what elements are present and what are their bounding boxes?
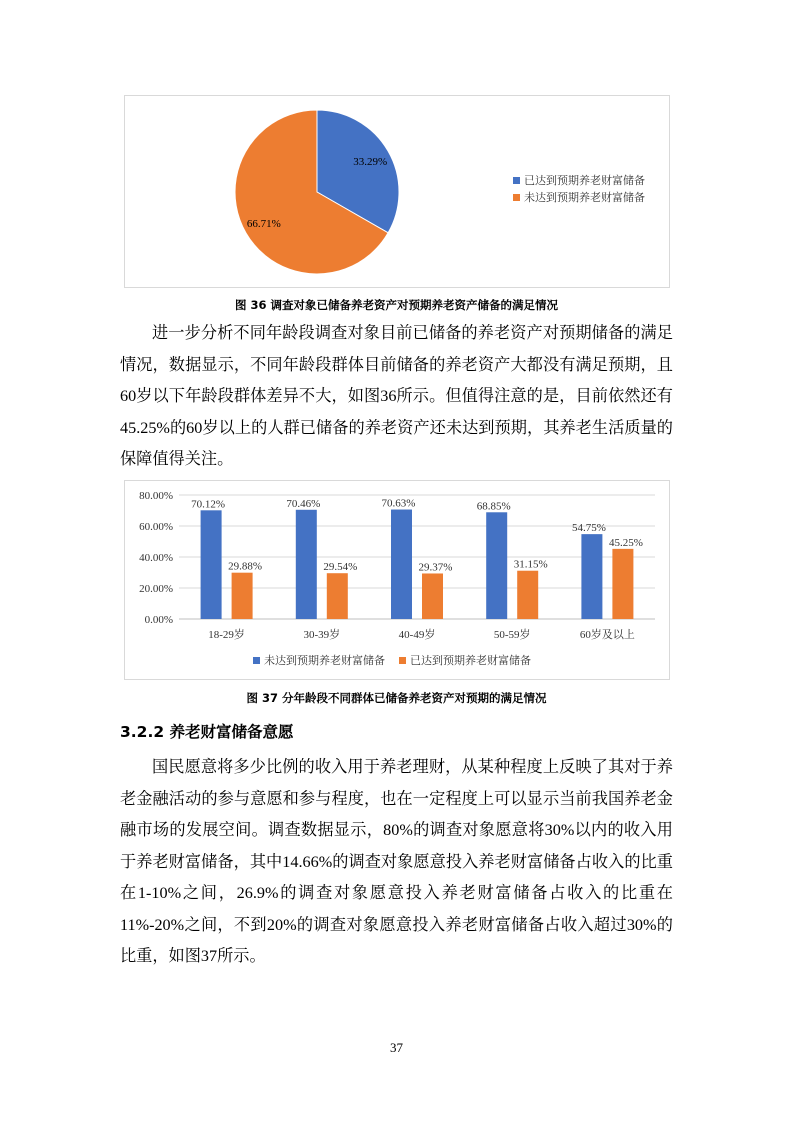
bar (232, 573, 253, 619)
bar-data-label: 70.12% (191, 498, 226, 511)
x-tick-label: 60岁及以上 (579, 629, 635, 641)
x-tick-label: 30-39岁 (303, 629, 341, 641)
y-tick-label: 20.00% (139, 583, 173, 595)
section-heading: 3.2.2 养老财富储备意愿 (120, 723, 294, 741)
bar (327, 573, 348, 619)
bar (581, 534, 602, 619)
legend-marker (513, 177, 520, 184)
bar (612, 549, 633, 619)
bar-data-label: 29.54% (323, 561, 358, 574)
bar (201, 510, 222, 619)
bar-chart (125, 481, 669, 679)
bar-data-label: 29.37% (418, 561, 453, 574)
bar-data-label: 68.85% (476, 500, 511, 513)
legend-label: 已达到预期养老财富储备 (524, 175, 645, 187)
figure-36-caption: 图 36 调查对象已储备养老资产对预期养老资产储备的满足情况 (234, 298, 558, 312)
bar-data-label: 31.15% (513, 558, 548, 571)
legend-label: 已达到预期养老财富储备 (410, 655, 531, 667)
y-tick-label: 0.00% (144, 614, 173, 626)
bar-data-label: 54.75% (571, 522, 606, 535)
legend-marker (253, 657, 260, 664)
bar (296, 510, 317, 619)
pie-data-label: 33.29% (353, 156, 388, 169)
bar (422, 573, 443, 619)
legend-marker (399, 657, 406, 664)
pie-chart-frame (124, 95, 670, 288)
bar-data-label: 45.25% (608, 536, 643, 549)
bar-data-label: 70.46% (286, 497, 321, 510)
y-tick-label: 80.00% (139, 490, 173, 502)
bar (517, 571, 538, 619)
legend-label: 未达到预期养老财富储备 (524, 192, 645, 204)
x-tick-label: 18-29岁 (208, 629, 245, 641)
pie-chart (125, 96, 669, 287)
figure-37-caption: 图 37 分年龄段不同群体已储备养老资产对预期的满足情况 (246, 691, 547, 705)
x-tick-label: 40-49岁 (398, 629, 436, 641)
y-tick-label: 60.00% (139, 521, 173, 533)
pie-data-label: 66.71% (246, 217, 281, 230)
y-tick-label: 40.00% (139, 552, 173, 564)
bar (391, 510, 412, 619)
legend-label: 未达到预期养老财富储备 (264, 655, 385, 667)
bar (486, 512, 507, 619)
page-number: 37 (390, 1040, 403, 1055)
paragraph-2: 国民愿意将多少比例的收入用于养老理财，从某种程度上反映了其对于养老金融活动的参与意愿和参与程度，也在一定程度上可以显示当前我国养老金融市场的发展空间。调查数据显示，80%的调查对象愿意将30%以内的收入用于养老财富储备，其中14.66%的调查对象愿意投入养老财富储备占收入的比重在1-10%之间，26.9%的调查对象愿意投入养老财富储备占收入的比重在11%-20%之间，不到20%的调查对象愿意投入养老财富储备占收入超过30%的比重，如图37所示。 (120, 758, 673, 965)
bar-data-label: 29.88% (228, 560, 263, 573)
paragraph-1: 进一步分析不同年龄段调查对象目前已储备的养老资产对预期储备的满足情况，数据显示，不同年龄段群体目前储备的养老资产大都没有满足预期，且60岁以下年龄段群体差异不大，如图36所示。但值得注意的是，目前依然还有45.25%的60岁以上的人群已储备的养老资产还未达到预期，其养老生活质量的保障值得关注。 (120, 324, 673, 468)
legend-marker (513, 194, 520, 201)
x-tick-label: 50-59岁 (493, 629, 531, 641)
bar-chart-frame (124, 480, 670, 680)
bar-data-label: 70.63% (381, 497, 416, 510)
